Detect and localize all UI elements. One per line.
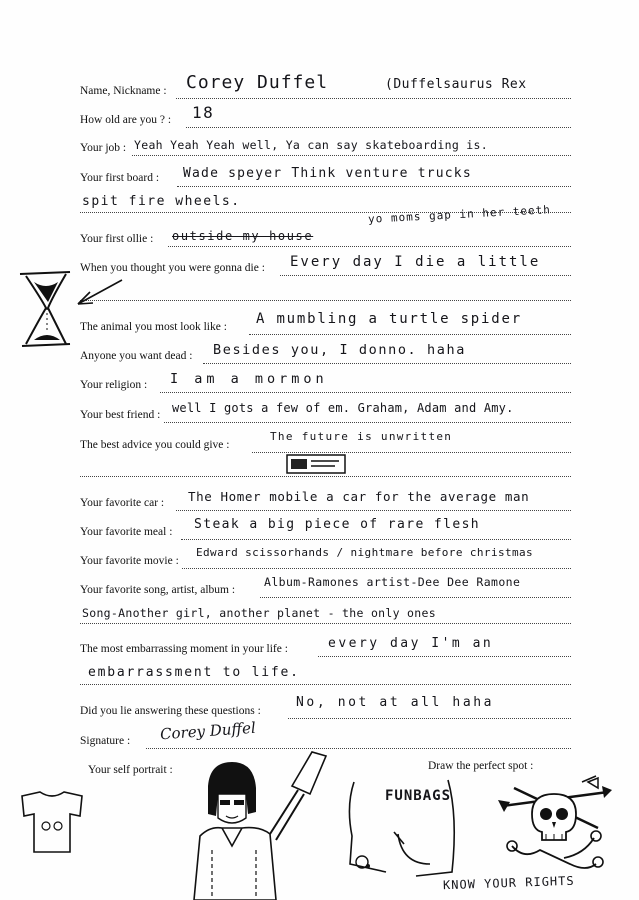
religion-value: I am a mormon	[170, 371, 328, 387]
song-line-2	[80, 623, 571, 624]
age-line	[186, 127, 571, 128]
nickname-value: (Duffelsaurus Rex	[385, 77, 527, 92]
dead-label: Anyone you want dead :	[80, 350, 193, 362]
die-line-2	[80, 300, 571, 301]
song-line	[260, 597, 571, 598]
ollie-value-struck: outside my house	[172, 229, 314, 243]
embarrassing-value: every day I'm an	[328, 636, 494, 651]
animal-label: The animal you most look like :	[80, 321, 227, 333]
religion-label: Your religion :	[80, 379, 148, 391]
lie-line	[288, 718, 571, 719]
ollie-line	[168, 246, 571, 247]
song-value-2: Song-Another girl, another planet - the only ones	[82, 606, 436, 620]
advice-line-2	[80, 476, 571, 477]
meal-label: Your favorite meal :	[80, 526, 173, 538]
age-label: How old are you ? :	[80, 114, 172, 126]
movie-label: Your favorite movie :	[80, 555, 179, 567]
signature-value: Corey Duffel	[159, 718, 257, 744]
movie-value: Edward scissorhands / nightmare before christmas	[196, 546, 534, 559]
board-value-2: spit fire wheels.	[82, 194, 241, 209]
animal-value: A mumbling a turtle spider	[256, 311, 522, 327]
embarrassing-value-2: embarrassment to life.	[88, 665, 300, 680]
friend-label: Your best friend :	[80, 409, 161, 421]
board-value: Wade speyer Think venture trucks	[183, 166, 472, 181]
signature-line	[146, 748, 571, 749]
funbags-text: FUNBAGS	[385, 788, 452, 804]
dead-line	[203, 363, 571, 364]
board-line	[177, 186, 571, 187]
die-label: When you thought you were gonna die :	[80, 262, 265, 274]
advice-value: The future is unwritten	[270, 430, 453, 443]
friend-value: well I gots a few of em. Graham, Adam and Amy.	[172, 401, 514, 415]
embarrassing-label: The most embarrassing moment in your life :	[80, 643, 288, 655]
song-value: Album-Ramones artist-Dee Dee Ramone	[264, 575, 521, 589]
car-line	[176, 510, 571, 511]
name-value: Corey Duffel	[186, 72, 329, 93]
car-value: The Homer mobile a car for the average man	[188, 489, 530, 504]
lie-label: Did you lie answering these questions :	[80, 705, 261, 717]
die-value: Every day I die a little	[290, 254, 541, 270]
hourglass-doodle-icon	[18, 270, 130, 350]
job-value: Yeah Yeah Yeah well, Ya can say skateboarding is.	[134, 138, 488, 152]
portrait-label: Your self portrait :	[88, 764, 173, 776]
lie-value: No, not at all haha	[296, 695, 495, 710]
car-label: Your favorite car :	[80, 497, 165, 509]
signature-label: Signature :	[80, 735, 131, 747]
ollie-value-above: yo moms gap in her teeth	[367, 203, 552, 226]
embarrassing-line-2	[80, 684, 571, 685]
dead-value: Besides you, I donno. haha	[213, 342, 466, 358]
animal-line	[249, 334, 571, 335]
religion-line	[160, 392, 571, 393]
money-doodle-icon	[285, 453, 347, 475]
self-portrait-sketch	[180, 750, 332, 900]
job-label: Your job :	[80, 142, 127, 154]
name-line	[176, 98, 571, 99]
skull-crossbones-icon	[494, 776, 614, 876]
die-line	[280, 275, 571, 276]
age-value: 18	[192, 103, 215, 122]
tshirt-sketch-icon	[18, 790, 86, 856]
advice-label: The best advice you could give :	[80, 439, 230, 451]
job-line	[132, 155, 571, 156]
spot-label: Draw the perfect spot :	[428, 760, 534, 772]
movie-line	[182, 568, 571, 569]
friend-line	[164, 422, 571, 423]
ollie-label: Your first ollie :	[80, 233, 154, 245]
know-your-rights-text: KNOW YOUR RIGHTS	[442, 873, 575, 893]
song-label: Your favorite song, artist, album :	[80, 584, 236, 596]
board-label: Your first board :	[80, 172, 160, 184]
meal-value: Steak a big piece of rare flesh	[194, 517, 481, 532]
embarrassing-line	[318, 656, 571, 657]
meal-line	[181, 539, 571, 540]
name-label: Name, Nickname :	[80, 85, 167, 97]
